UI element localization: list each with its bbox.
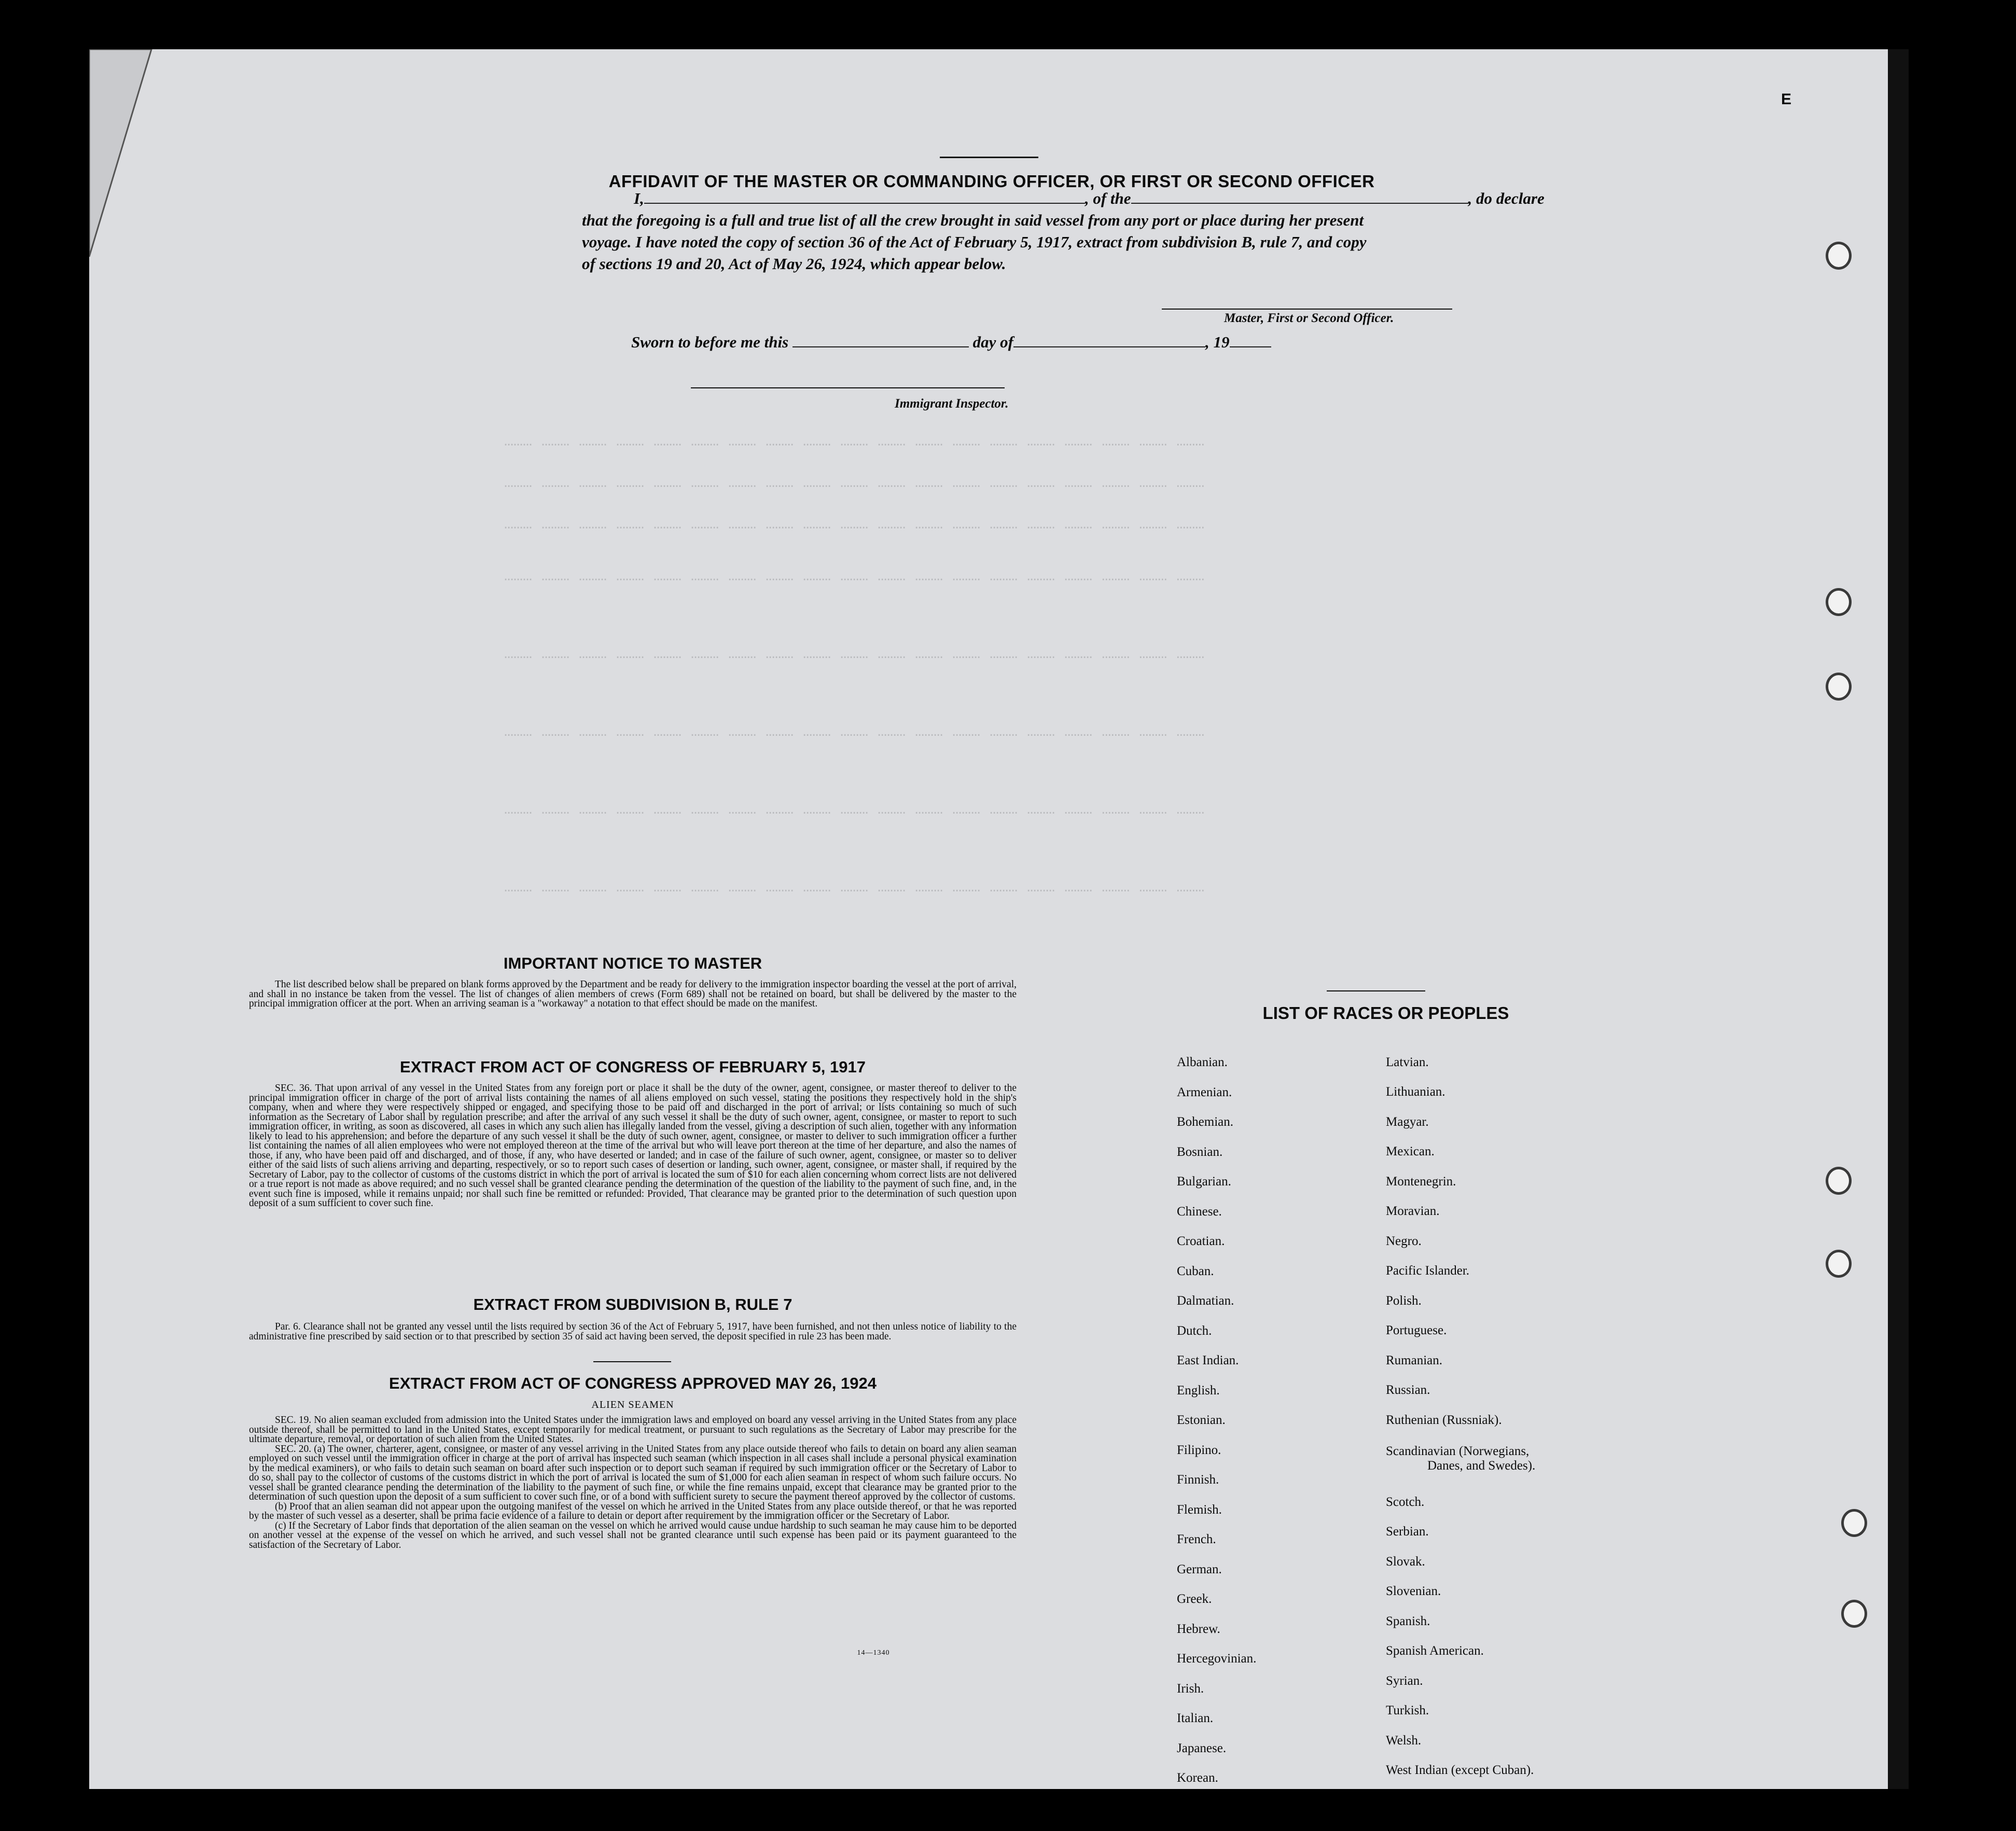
vessel-blank[interactable] (1131, 190, 1468, 204)
race-item: Lithuanian. (1386, 1085, 1445, 1099)
sworn-text: Sworn to before me this (631, 333, 789, 351)
race-item: Bulgarian. (1177, 1175, 1231, 1189)
race-item: English. (1177, 1383, 1220, 1397)
race-item: French. (1177, 1532, 1216, 1546)
document-page (89, 49, 1889, 1789)
affidavit-title: AFFIDAVIT OF THE MASTER OR COMMANDING OFFICER, OR FIRST OR SECOND OFFICER (608, 172, 1375, 191)
race-item: Croatian. (1177, 1234, 1225, 1248)
race-item: Spanish. (1386, 1614, 1430, 1628)
name-blank[interactable] (644, 190, 1085, 204)
sec-20c-paragraph: (c) If the Secretary of Labor finds that deportation of the alien seaman on the vessel on which he arrived would cause undue hardship to such seaman he may cause him to be deported on another vessel at the expense of the vessel on which he arrived, and such vessel shall not be granted clearance until such expense has been paid or its payment guaranteed to the satisfaction of the Secretary of Labor. (249, 1520, 1017, 1550)
binder-hole (1826, 1250, 1852, 1278)
par-6-paragraph: Par. 6. Clearance shall not be granted any vessel until the lists required by section 36 of the Act of February 5, 1917, have been furnished, and not then unless notice of liability to the administrative fine prescribed by said section or to that prescribed by section 35 of said act having been served, the deposit specified in rule 23 has been made. (249, 1321, 1017, 1342)
binder-hole (1826, 588, 1852, 616)
race-item: Moravian. (1386, 1204, 1440, 1218)
race-item: Japanese. (1177, 1741, 1227, 1755)
bleed-through-text: ……… ……… ……… ……… ……… ……… ……… ……… ……… ……… ……… ……… ……… ……… ……… ……… ……… ……… ……… (504, 568, 1205, 585)
subdivision-b-title: EXTRACT FROM SUBDIVISION B, RULE 7 (473, 1295, 793, 1313)
race-item: Portuguese. (1386, 1323, 1447, 1337)
race-item: Serbian. (1386, 1525, 1429, 1539)
extract-1917-title: EXTRACT FROM ACT OF CONGRESS OF FEBRUARY 5, 1917 (400, 1058, 866, 1076)
race-item: Cuban. (1177, 1264, 1214, 1278)
race-item: Finnish. (1177, 1473, 1219, 1487)
race-item: Dalmatian. (1177, 1294, 1234, 1308)
subdivision-b-rule (593, 1361, 671, 1362)
race-item: Negro. (1386, 1234, 1422, 1248)
affidavit-i: I, (634, 189, 644, 207)
race-item: Bosnian. (1177, 1144, 1223, 1159)
race-item: German. (1177, 1562, 1222, 1576)
race-item: Polish. (1386, 1294, 1422, 1308)
folded-corner (89, 49, 162, 267)
master-signature-label: Master, First or Second Officer. (1224, 311, 1394, 325)
sworn-day-of: day of (972, 333, 1013, 351)
bleed-through-text: ……… ……… ……… ……… ……… ……… ……… ……… ……… ……… ……… ……… ……… ……… ……… ……… ……… ……… ……… (504, 879, 1205, 897)
subdivision-b-body (249, 1322, 1017, 1341)
bleed-through-text: ……… ……… ……… ……… ……… ……… ……… ……… ……… ……… ……… ……… ……… ……… ……… ……… ……… ……… ……… (504, 801, 1205, 819)
sworn-day-blank[interactable] (793, 334, 969, 347)
affidavit-line-3: voyage. I have noted the copy of section 36 of the Act of February 5, 1917, extract from subdivision B, rule 7, and copy (582, 233, 1367, 251)
alien-seamen-subtitle: ALIEN SEAMEN (591, 1399, 674, 1410)
sec-20a-paragraph: SEC. 20. (a) The owner, charterer, agent, consignee, or master of any vessel arriving in the United States from any place outside thereof who fails to detain on board any alien seaman employed on such vessel until the immigration officer in charge at the port of arrival has inspected such seaman (which inspection in all cases shall include a personal physical examination by the medical examiners), or who fails to detain such seaman on board after such inspection or to deport such seaman if required by such immigration officer or the Secretary of Labor to do so, shall pay to the collector of customs of the customs district in which the port of arrival is located the sum of $1,000 for each alien seaman in respect of whom such failure occurs. No vessel shall be granted clearance pending the determination of the liability to the payment of such fine, or while the fine remains unpaid, except that clearance may be granted prior to the determination of such question upon the deposit of a sum sufficient to cover such fine, or of a bond with sufficient surety to secure the payment thereof approved by the collector of customs. (249, 1443, 1017, 1502)
race-item: Pacific Islander. (1386, 1264, 1470, 1278)
bleed-through-text: ……… ……… ……… ……… ……… ……… ……… ……… ……… ……… ……… ……… ……… ……… ……… ……… ……… ……… ……… (504, 723, 1205, 741)
sec-36-paragraph: SEC. 36. That upon arrival of any vessel in the United States from any foreign port or place it shall be the duty of the owner, agent, consignee, or master thereof to deliver to the principal immigration officer in charge of the port of arrival lists containing the names of all aliens employed on such vessel, stating the positions they respectively hold in the ship's company, when and where they were respectively shipped or engaged, and specifying those to be paid off and discharged in the port of arrival; or lists containing so much of such information as the Secretary of Labor shall by regulation prescribe; and after the arrival of any such vessel it shall be the duty of such owner, agent, consignee, or master to report to such immigration officer, in writing, as soon as discovered, all cases in which any such alien has illegally landed from the vessel, giving a description of such alien, together with any information likely to lead to his apprehension; and before the departure of any such vessel it shall be the duty of such owner, agent, consignee, or master to deliver to such immigration officer a further list containing the names of all alien employees who were not employed thereon at the time of the arrival but who will leave port thereon at the time of her departure, and also the names of those, if any, who have been paid off and discharged, and of those, if any, who have deserted or landed; and in case of the failure of such owner, agent, consignee, or master so to deliver either of the said lists of such aliens arriving and departing, respectively, or so to report such cases of desertion or landing, such owner, agent, consignee, or master shall, if required by the Secretary of Labor, pay to the collector of customs of the customs district in which the port of arrival is located the sum of $10 for each alien concerning whom correct lists are not delivered or a true report is not made as above required; and no such vessel shall be granted clearance pending the determination of the question of the liability to the payment of such fine, and, in the event such fine is imposed, while it remains unpaid; nor shall such fine be remitted or refunded: Provided, That clearance may be granted prior to the determination of such question upon deposit of a sum sufficient to cover such fine. (249, 1083, 1017, 1209)
title-rule (940, 157, 1038, 158)
race-item: Armenian. (1177, 1085, 1232, 1099)
race-item: Mexican. (1386, 1144, 1435, 1158)
race-item: Magyar. (1386, 1115, 1429, 1129)
races-title: LIST OF RACES OR PEOPLES (1262, 1003, 1509, 1023)
notice-body (249, 980, 1017, 1009)
binder-hole (1826, 673, 1852, 701)
race-item: Scotch. (1386, 1495, 1425, 1509)
notice-title: IMPORTANT NOTICE TO MASTER (503, 954, 762, 972)
race-item: Hercegovinian. (1177, 1652, 1257, 1666)
race-item: Chinese. (1177, 1204, 1222, 1219)
sec-20b-paragraph: (b) Proof that an alien seaman did not appear upon the outgoing manifest of the vessel on which he arrived in the United States from any place outside thereof, or that he was reported by the master of such vessel as a deserter, shall be prima facie evidence of a failure to detain or deport after requirement by the immigration officer or the Secretary of Labor. (249, 1501, 1017, 1521)
race-item: Welsh. (1386, 1734, 1422, 1748)
bleed-through-text: ……… ……… ……… ……… ……… ……… ……… ……… ……… ……… ……… ……… ……… ……… ……… ……… ……… ……… ……… (504, 516, 1205, 534)
binder-hole (1841, 1600, 1867, 1628)
race-item: West Indian (except Cuban). (1386, 1763, 1534, 1777)
extract-1924-body (249, 1416, 1017, 1550)
notice-paragraph: The list described below shall be prepared on blank forms approved by the Department and be ready for delivery to the immigration inspector boarding the vessel at the port of arrival, and shall in no instance be taken from the vessel. The list of changes of alien members of crews (Form 689) shall not be retained on board, but shall be delivered by the master to the principal immigration officer at the port. When an arriving seaman is a "workaway" a notation to that effect should be made on the manifest. (249, 979, 1017, 1009)
affidavit-line-4: of sections 19 and 20, Act of May 26, 1924, which appear below. (582, 255, 1006, 273)
extract-1924-title: EXTRACT FROM ACT OF CONGRESS APPROVED MAY 26, 1924 (389, 1374, 877, 1392)
race-item: Slovak. (1386, 1555, 1425, 1569)
inspector-label: Immigrant Inspector. (895, 397, 1009, 411)
bleed-through-text: ……… ……… ……… ……… ……… ……… ……… ……… ……… ……… ……… ……… ……… ……… ……… ……… ……… ……… ……… (504, 433, 1205, 451)
race-item: Filipino. (1177, 1443, 1221, 1457)
race-item: Danes, and Swedes). (1427, 1459, 1536, 1473)
race-item: East Indian. (1177, 1353, 1239, 1367)
inspector-signature-line[interactable] (691, 387, 1005, 388)
affidavit-line-2: that the foregoing is a full and true list of all the crew brought in said vessel from any port or place during her present (582, 211, 1364, 229)
race-item: Dutch. (1177, 1323, 1212, 1338)
affidavit-of-the: , of the (1085, 189, 1131, 207)
race-item: Russian. (1386, 1383, 1430, 1397)
race-item: Syrian. (1386, 1674, 1423, 1688)
sec-19-paragraph: SEC. 19. No alien seaman excluded from admission into the United States under the immigration laws and employed on board any vessel arriving in the United States from any place outside thereof, shall be permitted to land in the United States, except temporarily for medical treatment, or pursuant to such regulations as the Secretary of Labor may prescribe for the ultimate departure, removal, or deportation of such alien from the United States. (249, 1415, 1017, 1445)
race-item: Korean. (1177, 1771, 1218, 1785)
bleed-through-text: ……… ……… ……… ……… ……… ……… ……… ……… ……… ……… ……… ……… ……… ……… ……… ……… ……… ……… ……… (504, 646, 1205, 663)
master-signature-line[interactable] (1162, 309, 1452, 310)
race-item: Montenegrin. (1386, 1175, 1456, 1189)
race-item: Bohemian. (1177, 1115, 1234, 1129)
race-item: Irish. (1177, 1681, 1204, 1696)
corner-stamp: E (1781, 91, 1792, 108)
races-rule (1327, 990, 1425, 991)
race-item: Turkish. (1386, 1703, 1429, 1717)
sworn-year: , 19 (1205, 333, 1230, 351)
race-item: Italian. (1177, 1711, 1214, 1725)
page-edge (1888, 49, 1909, 1789)
race-item: Albanian. (1177, 1055, 1228, 1069)
race-item: Flemish. (1177, 1502, 1222, 1517)
affidavit-declare: , do declare (1468, 189, 1545, 207)
binder-hole (1826, 1167, 1852, 1195)
binder-hole (1841, 1509, 1867, 1537)
form-number: 14—1340 (857, 1649, 890, 1657)
race-item: Spanish American. (1386, 1644, 1484, 1658)
race-item: Greek. (1177, 1592, 1212, 1606)
race-item: Scandinavian (Norwegians, (1386, 1444, 1530, 1458)
race-item: Estonian. (1177, 1413, 1226, 1427)
bleed-through-text: ……… ……… ……… ……… ……… ……… ……… ……… ……… ……… ……… ……… ……… ……… ……… ……… ……… ……… ……… (504, 474, 1205, 492)
race-item: Latvian. (1386, 1055, 1429, 1069)
race-item: Hebrew. (1177, 1622, 1220, 1636)
sworn-line (543, 332, 1539, 353)
race-item: Slovenian. (1386, 1584, 1441, 1598)
race-item: Ruthenian (Russniak). (1386, 1413, 1502, 1427)
affidavit-line-1 (582, 188, 1578, 209)
sworn-month-blank[interactable] (1013, 334, 1205, 347)
sworn-year-blank[interactable] (1230, 334, 1271, 347)
extract-1917-body (249, 1084, 1017, 1209)
binder-hole (1826, 242, 1852, 270)
race-item: Rumanian. (1386, 1353, 1443, 1367)
